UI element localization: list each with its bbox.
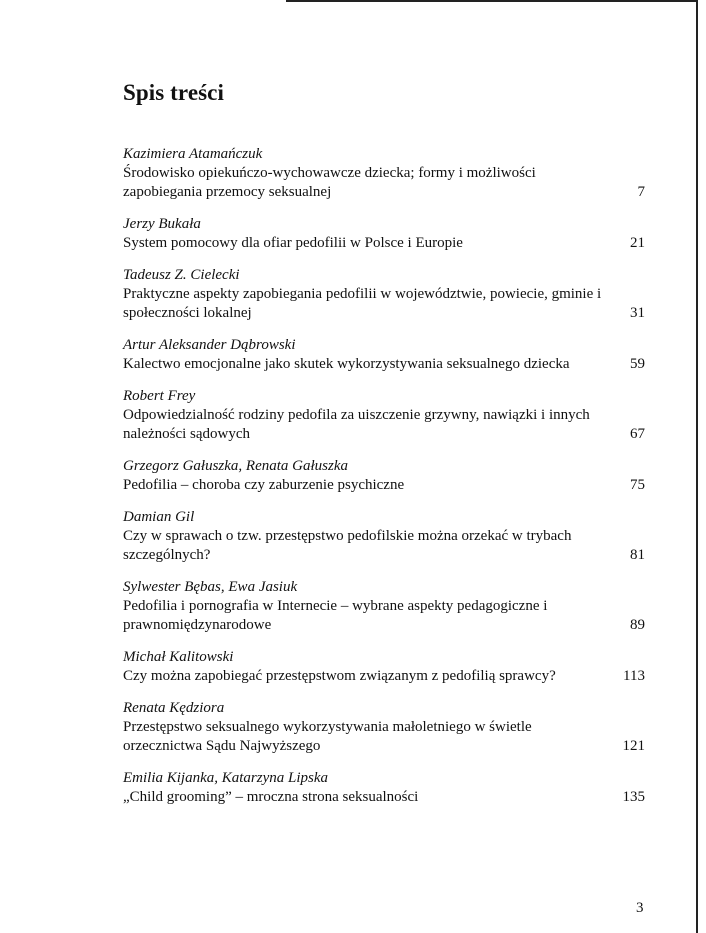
entry-title: Środowisko opiekuńczo-wychowawcze dziecka; formy i możliwości zapobiegania przemocy seksualnej [123, 165, 536, 200]
entry-title-row [123, 164, 645, 202]
page-folio: 3 [636, 900, 644, 916]
entry-title-row [123, 285, 645, 323]
entry-page-number: 135 [622, 789, 645, 805]
entry-title: Czy można zapobiegać przestępstwom związanym z pedofilią sprawcy? [123, 668, 556, 684]
entry-page-number: 89 [630, 617, 645, 633]
entry-author: Sylwester Bębas, Ewa Jasiuk [123, 579, 298, 595]
entry-title-row [123, 718, 645, 756]
entry-title: Pedofilia – choroba czy zaburzenie psychiczne [123, 477, 405, 493]
toc-entry [123, 336, 645, 374]
entry-title-row [123, 406, 645, 444]
entry-title-row [123, 667, 645, 686]
entry-title: Odpowiedzialność rodziny pedofila za uiszczenie grzywny, nawiązki i innych należności sądowych [123, 407, 590, 442]
top-rule [286, 0, 696, 2]
entry-title-row [123, 476, 645, 495]
entry-title-row [123, 355, 645, 374]
entry-title-row [123, 788, 645, 807]
entry-page-number: 113 [623, 668, 645, 684]
entry-author: Michał Kalitowski [123, 649, 234, 665]
entry-title: Przestępstwo seksualnego wykorzystywania małoletniego w świetle orzecznictwa Sądu Najwyższego [123, 719, 532, 754]
page-edge [696, 0, 698, 933]
entry-title-row [123, 527, 645, 565]
entry-page-number: 21 [630, 235, 645, 251]
entry-title-row [123, 234, 645, 253]
toc-entry [123, 769, 645, 807]
entry-page-number: 59 [630, 356, 645, 372]
toc-entry [123, 648, 645, 686]
toc-entry [123, 578, 645, 635]
entry-author: Emilia Kijanka, Katarzyna Lipska [123, 770, 329, 786]
entry-page-number: 121 [622, 738, 645, 754]
entry-author: Damian Gil [123, 509, 195, 525]
entry-author: Renata Kędziora [123, 700, 225, 716]
entry-title: Praktyczne aspekty zapobiegania pedofilii w województwie, powiecie, gminie i społeczności lokalnej [123, 286, 602, 321]
entry-title: „Child grooming” – mroczna strona seksualności [123, 789, 419, 805]
toc-entry [123, 508, 645, 565]
entry-title: Czy w sprawach o tzw. przestępstwo pedofilskie można orzekać w trybach szczególnych? [123, 528, 572, 563]
entry-author: Tadeusz Z. Cielecki [123, 267, 240, 283]
toc-entry [123, 215, 645, 253]
entry-page-number: 75 [630, 477, 645, 493]
entry-author: Kazimiera Atamańczuk [123, 146, 263, 162]
entry-page-number: 31 [630, 305, 645, 321]
entry-title: Kalectwo emocjonalne jako skutek wykorzystywania seksualnego dziecka [123, 356, 570, 372]
entry-page-number: 81 [630, 547, 645, 563]
toc-entry [123, 699, 645, 756]
toc-entry [123, 387, 645, 444]
entry-author: Artur Aleksander Dąbrowski [123, 337, 296, 353]
entry-author: Jerzy Bukała [123, 216, 201, 232]
entry-title: System pomocowy dla ofiar pedofilii w Polsce i Europie [123, 235, 463, 251]
entry-title: Pedofilia i pornografia w Internecie – wybrane aspekty pedagogiczne i prawnomiędzynarodowe [123, 598, 548, 633]
entry-title-row [123, 597, 645, 635]
toc-entry [123, 457, 645, 495]
entry-page-number: 67 [630, 426, 645, 442]
toc-entry [123, 266, 645, 323]
toc-entry [123, 145, 645, 202]
entry-author: Grzegorz Gałuszka, Renata Gałuszka [123, 458, 348, 474]
page-title: Spis treści [123, 80, 224, 105]
entry-page-number: 7 [637, 184, 645, 200]
entry-author: Robert Frey [123, 388, 196, 404]
toc-list [123, 145, 645, 820]
